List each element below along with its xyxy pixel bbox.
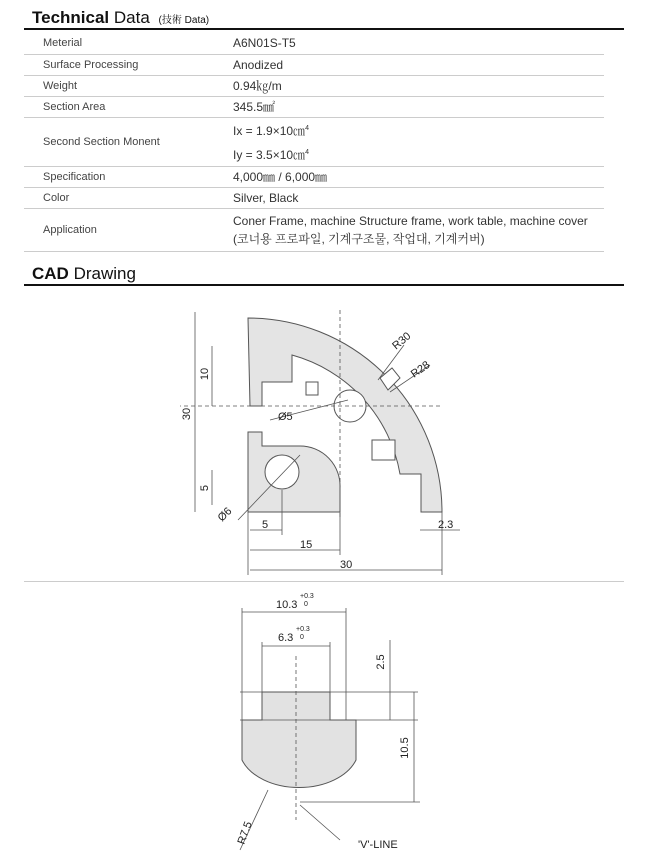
- slot-tol-zero-2: 0: [300, 634, 304, 641]
- dim-h5: 5: [199, 484, 211, 492]
- title-bold: Technical: [32, 8, 110, 27]
- section-divider: [24, 581, 624, 582]
- dim-w5: 5: [262, 519, 269, 531]
- inertia-y: Iy = 3.5×10㎝: [233, 147, 306, 162]
- dim-hole-5: Ø5: [278, 411, 293, 423]
- cad-drawing-title: [32, 264, 136, 284]
- spec-row: [24, 75, 604, 96]
- profile-drawing: [0, 290, 655, 580]
- spec-value: [233, 208, 604, 251]
- slot-body: [242, 692, 356, 788]
- cad-rule: [24, 284, 624, 286]
- exponent: 4: [305, 148, 309, 156]
- spec-row: [24, 187, 604, 208]
- slot-drawing: [0, 585, 655, 855]
- spec-label: Meterial: [24, 33, 233, 54]
- exponent: 4: [305, 124, 309, 132]
- slot-tol-plus-2: +0.3: [296, 626, 310, 633]
- slot-radius: R7.5: [235, 820, 255, 847]
- title-sub: (技術 Data): [158, 15, 210, 26]
- spec-row: [24, 33, 604, 54]
- slot-top-width: 10.3: [276, 599, 298, 611]
- spec-label: Specification: [24, 166, 233, 187]
- spec-row: [24, 96, 604, 117]
- spec-row: [24, 117, 604, 166]
- title-rule: [24, 28, 624, 30]
- slot-mid-width: 6.3: [278, 632, 294, 644]
- spec-label: Color: [24, 187, 233, 208]
- spec-label: Second Section Monent: [24, 117, 233, 166]
- spec-table: [24, 33, 604, 252]
- technical-data-title: [32, 8, 209, 28]
- dim-w30: 30: [340, 559, 353, 571]
- slot-tol-zero: 0: [304, 601, 308, 608]
- title-rest: Data: [113, 8, 150, 27]
- spec-label: Application: [24, 208, 233, 251]
- slot-vline: 'V'-LINE: [358, 839, 398, 851]
- spec-row: [24, 166, 604, 187]
- spec-value: [233, 117, 604, 166]
- spec-label: Surface Processing: [24, 54, 233, 75]
- dim-hole-6: Ø6: [215, 505, 235, 525]
- dim-w15: 15: [300, 539, 313, 551]
- inertia-x: Ix = 1.9×10㎝: [233, 123, 306, 138]
- dim-h10: 10: [199, 367, 211, 381]
- spec-value: 0.94㎏/m: [233, 75, 604, 96]
- title-bold: CAD: [32, 264, 69, 283]
- spec-label: Weight: [24, 75, 233, 96]
- spec-value: Anodized: [233, 54, 604, 75]
- dim-height-30: 30: [181, 407, 193, 421]
- slot-tol-plus: +0.3: [300, 593, 314, 600]
- small-hole: [265, 455, 299, 489]
- spec-value: Silver, Black: [233, 187, 604, 208]
- spec-row: [24, 54, 604, 75]
- dim-r28: R28: [408, 359, 433, 381]
- spec-row: [24, 208, 604, 251]
- dim-w23: 2.3: [438, 519, 454, 531]
- slot-depth: 10.5: [399, 737, 411, 759]
- title-rest: Drawing: [73, 264, 136, 283]
- slot-depth-top: 2.5: [375, 654, 387, 670]
- spec-value: 4,000㎜ / 6,000㎜: [233, 166, 604, 187]
- spec-label: Section Area: [24, 96, 233, 117]
- spec-value: 345.5㎟: [233, 96, 604, 117]
- dim-r30: R30: [390, 330, 414, 353]
- spec-value: A6N01S-T5: [233, 33, 604, 54]
- application-ko: (코너용 프로파일, 기계구조물, 작업대, 기계커버): [233, 231, 485, 246]
- application-en: Coner Frame, machine Structure frame, work table, machine cover: [233, 213, 588, 228]
